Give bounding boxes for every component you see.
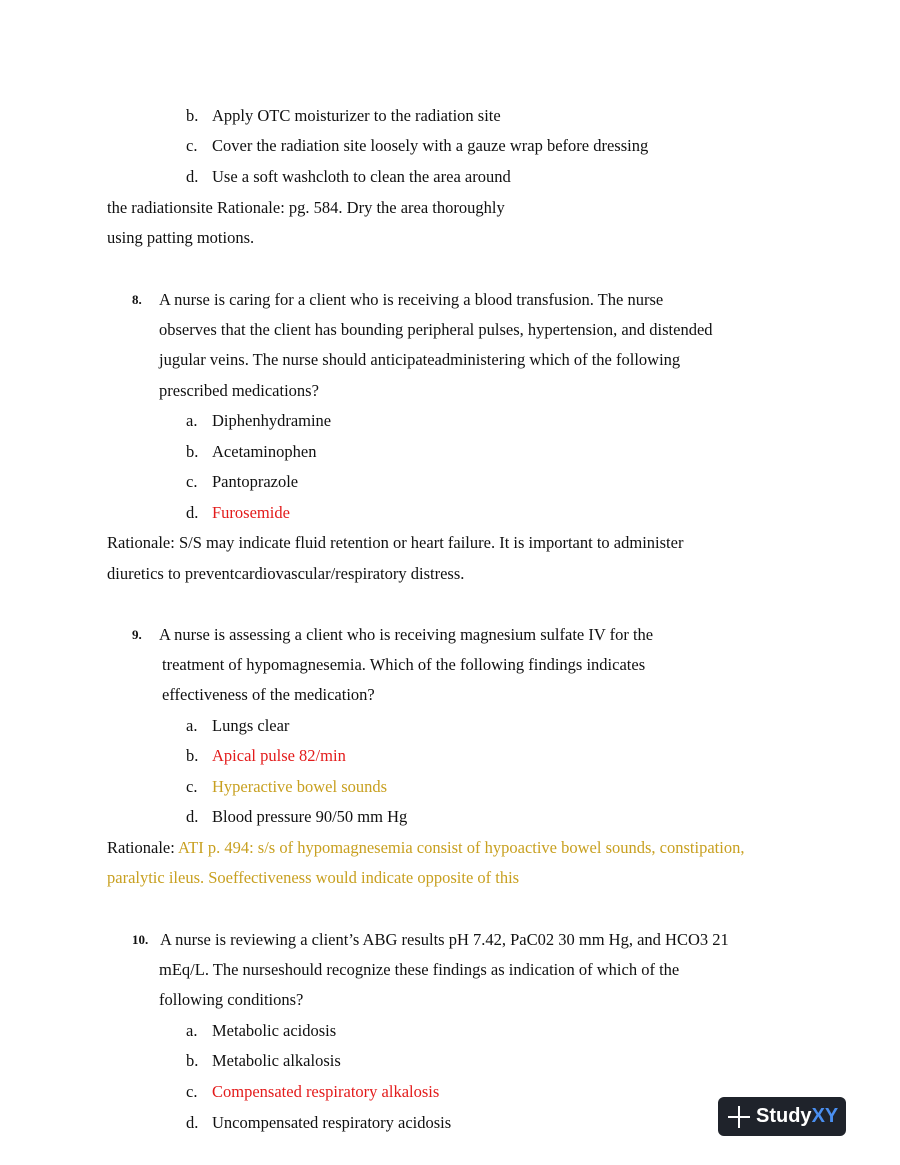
q7-option-b: Apply OTC moisturizer to the radiation site <box>212 106 501 125</box>
q9-option-b-correct: Apical pulse 82/min <box>212 746 346 765</box>
q9-rationale-line-1 <box>107 838 744 858</box>
q8-option-b: Acetaminophen <box>212 442 317 461</box>
q10-number: 10. <box>132 932 149 947</box>
q9-number: 9. <box>132 627 142 642</box>
q10-option-d: Uncompensated respiratory acidosis <box>212 1113 452 1132</box>
q8-option-c: Pantoprazole <box>212 472 299 491</box>
q10-option-b: Metabolic alkalosis <box>212 1051 341 1070</box>
q9-rationale-label: Rationale: <box>107 838 179 857</box>
q8-option-letter-c: c. <box>186 472 198 491</box>
brand-part-2: XY <box>811 1105 839 1127</box>
q9-stem-line-3: effectiveness of the medication? <box>162 685 375 704</box>
q9-option-letter-c: c. <box>186 777 198 796</box>
q8-stem-line-1: A nurse is caring for a client who is receiving a blood transfusion. The nurse <box>159 290 664 309</box>
q10-stem-line-2: mEq/L. The nurseshould recognize these findings as indication of which of the <box>159 960 680 979</box>
q8-stem-line-4: prescribed medications? <box>159 381 319 400</box>
q9-option-d: Blood pressure 90/50 mm Hg <box>212 807 408 826</box>
studyxy-badge[interactable] <box>718 1097 846 1136</box>
q8-option-letter-a: a. <box>186 411 198 430</box>
q7-option-c: Cover the radiation site loosely with a gauze wrap before dressing <box>212 136 649 155</box>
q9-option-a: Lungs clear <box>212 716 290 735</box>
q8-rationale-line-2: diuretics to preventcardiovascular/respiratory distress. <box>107 564 465 583</box>
q10-option-letter-c: c. <box>186 1082 198 1101</box>
q8-number: 8. <box>132 292 142 307</box>
q7-rationale-line-1: the radiationsite Rationale: pg. 584. Dry the area thoroughly <box>107 198 505 217</box>
q9-option-letter-a: a. <box>186 716 198 735</box>
q7-option-d: Use a soft washcloth to clean the area around <box>212 167 511 186</box>
q7-option-letter-d: d. <box>186 167 199 186</box>
q9-rationale-text-1: ATI p. 494: s/s of hypomagnesemia consist of hypoactive bowel sounds, constipation, <box>178 838 745 857</box>
brand-part-1: Study <box>756 1105 812 1127</box>
q9-option-letter-b: b. <box>186 746 199 765</box>
q7-rationale-line-2: using patting motions. <box>107 228 255 247</box>
q10-option-letter-b: b. <box>186 1051 199 1070</box>
q8-option-letter-b: b. <box>186 442 199 461</box>
q8-stem-line-3: jugular veins. The nurse should anticipateadministering which of the following <box>159 350 681 369</box>
q8-rationale-line-1: Rationale: S/S may indicate fluid retention or heart failure. It is important to administer <box>107 533 684 552</box>
q7-option-letter-b: b. <box>186 106 199 125</box>
q8-option-letter-d: d. <box>186 503 199 522</box>
q10-stem-line-1: A nurse is reviewing a client’s ABG results pH 7.42, PaC02 30 mm Hg, and HCO3 21 <box>160 930 729 949</box>
q8-option-d-correct: Furosemide <box>212 503 290 522</box>
brand-logo-text <box>756 1105 838 1128</box>
q8-stem-line-2: observes that the client has bounding peripheral pulses, hypertension, and distended <box>159 320 713 339</box>
q9-rationale-line-2: paralytic ileus. Soeffectiveness would indicate opposite of this <box>107 868 520 887</box>
q10-stem-line-3: following conditions? <box>159 990 304 1009</box>
q10-option-letter-a: a. <box>186 1021 198 1040</box>
q8-option-a: Diphenhydramine <box>212 411 332 430</box>
q9-stem-line-2: treatment of hypomagnesemia. Which of the following findings indicates <box>162 655 646 674</box>
plus-icon <box>728 1106 750 1128</box>
q9-option-c-highlight: Hyperactive bowel sounds <box>212 777 388 796</box>
q9-stem-line-1: A nurse is assessing a client who is receiving magnesium sulfate IV for the <box>159 625 654 644</box>
q10-option-a: Metabolic acidosis <box>212 1021 337 1040</box>
q7-option-letter-c: c. <box>186 136 198 155</box>
q10-option-letter-d: d. <box>186 1113 199 1132</box>
q10-option-c-correct: Compensated respiratory alkalosis <box>212 1082 440 1101</box>
q9-option-letter-d: d. <box>186 807 199 826</box>
